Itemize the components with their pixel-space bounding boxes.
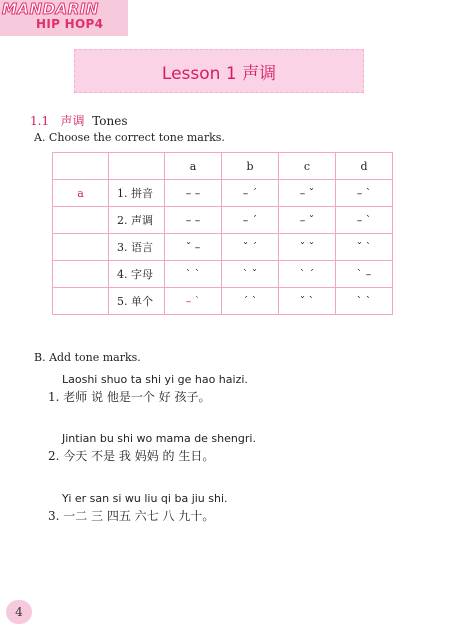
- chinese-sentence: 2. 今天 不是 我 妈妈 的 生日。: [48, 449, 215, 463]
- tone-option[interactable]: ˇ –: [165, 234, 222, 261]
- tone-option[interactable]: ˋ ˋ: [336, 288, 393, 315]
- table-header-row: [53, 153, 393, 180]
- part-a-instruction: A. Choose the correct tone marks.: [34, 131, 225, 144]
- table-corner-cell: [53, 153, 109, 180]
- section-title-en: Tones: [92, 114, 128, 128]
- tone-option[interactable]: ˇ ˋ: [336, 234, 393, 261]
- answer-cell[interactable]: [53, 234, 109, 261]
- tone-option[interactable]: ˇ ˋ: [279, 288, 336, 315]
- example-answer[interactable]: a: [53, 180, 109, 207]
- word-label: 1. 拼音: [109, 180, 165, 207]
- tone-option[interactable]: ˊ ˋ: [222, 288, 279, 315]
- section-number: 1.1: [30, 114, 50, 128]
- table-corner-cell: [109, 153, 165, 180]
- tone-option[interactable]: – –: [165, 207, 222, 234]
- tone-option[interactable]: – ˋ: [336, 180, 393, 207]
- tone-option[interactable]: – ˊ: [222, 180, 279, 207]
- brand-title: MANDARIN: [2, 0, 99, 18]
- section-heading: [30, 112, 128, 129]
- answer-cell[interactable]: [53, 261, 109, 288]
- part-b-instruction: B. Add tone marks.: [34, 351, 141, 364]
- table-row: [53, 234, 393, 261]
- word-label: 4. 字母: [109, 261, 165, 288]
- tone-table: [52, 152, 393, 315]
- tone-option[interactable]: – ˇ: [279, 180, 336, 207]
- tone-option[interactable]: ˋ ˋ: [165, 261, 222, 288]
- column-header: b: [222, 153, 279, 180]
- answer-cell[interactable]: [53, 207, 109, 234]
- brand-corner: [0, 0, 128, 36]
- table-row: [53, 261, 393, 288]
- section-title-zh: 声调: [60, 114, 85, 128]
- tone-option[interactable]: ˋ –: [336, 261, 393, 288]
- tone-option[interactable]: – ˋ: [336, 207, 393, 234]
- column-header: a: [165, 153, 222, 180]
- chinese-sentence: 3. 一二 三 四五 六七 八 九十。: [48, 509, 215, 523]
- pinyin-line: Jintian bu shi wo mama de shengri.: [62, 432, 256, 445]
- pinyin-line: Yi er san si wu liu qi ba jiu shi.: [62, 492, 228, 505]
- word-label: 2. 声调: [109, 207, 165, 234]
- answer-cell[interactable]: [53, 288, 109, 315]
- table-row: [53, 180, 393, 207]
- tone-option[interactable]: ˋ ˊ: [279, 261, 336, 288]
- table-row: [53, 207, 393, 234]
- tone-option[interactable]: ˇ ˇ: [279, 234, 336, 261]
- pinyin-line: Laoshi shuo ta shi yi ge hao haizi.: [62, 373, 248, 386]
- column-header: d: [336, 153, 393, 180]
- tone-option[interactable]: – –: [165, 180, 222, 207]
- tone-option[interactable]: – ˇ: [279, 207, 336, 234]
- word-label: 3. 语言: [109, 234, 165, 261]
- chinese-sentence: 1. 老师 说 他是一个 好 孩子。: [48, 390, 211, 404]
- word-label: 5. 单个: [109, 288, 165, 315]
- page-number: 4: [6, 600, 32, 624]
- tone-option[interactable]: ˋ ˇ: [222, 261, 279, 288]
- tone-option[interactable]: ˇ ˊ: [222, 234, 279, 261]
- tone-option[interactable]: – ˊ: [222, 207, 279, 234]
- tone-option[interactable]: – ˋ: [165, 288, 222, 315]
- brand-subtitle: HIP HOP4: [36, 17, 104, 31]
- table-row: [53, 288, 393, 315]
- lesson-banner: Lesson 1 声调: [74, 49, 364, 93]
- column-header: c: [279, 153, 336, 180]
